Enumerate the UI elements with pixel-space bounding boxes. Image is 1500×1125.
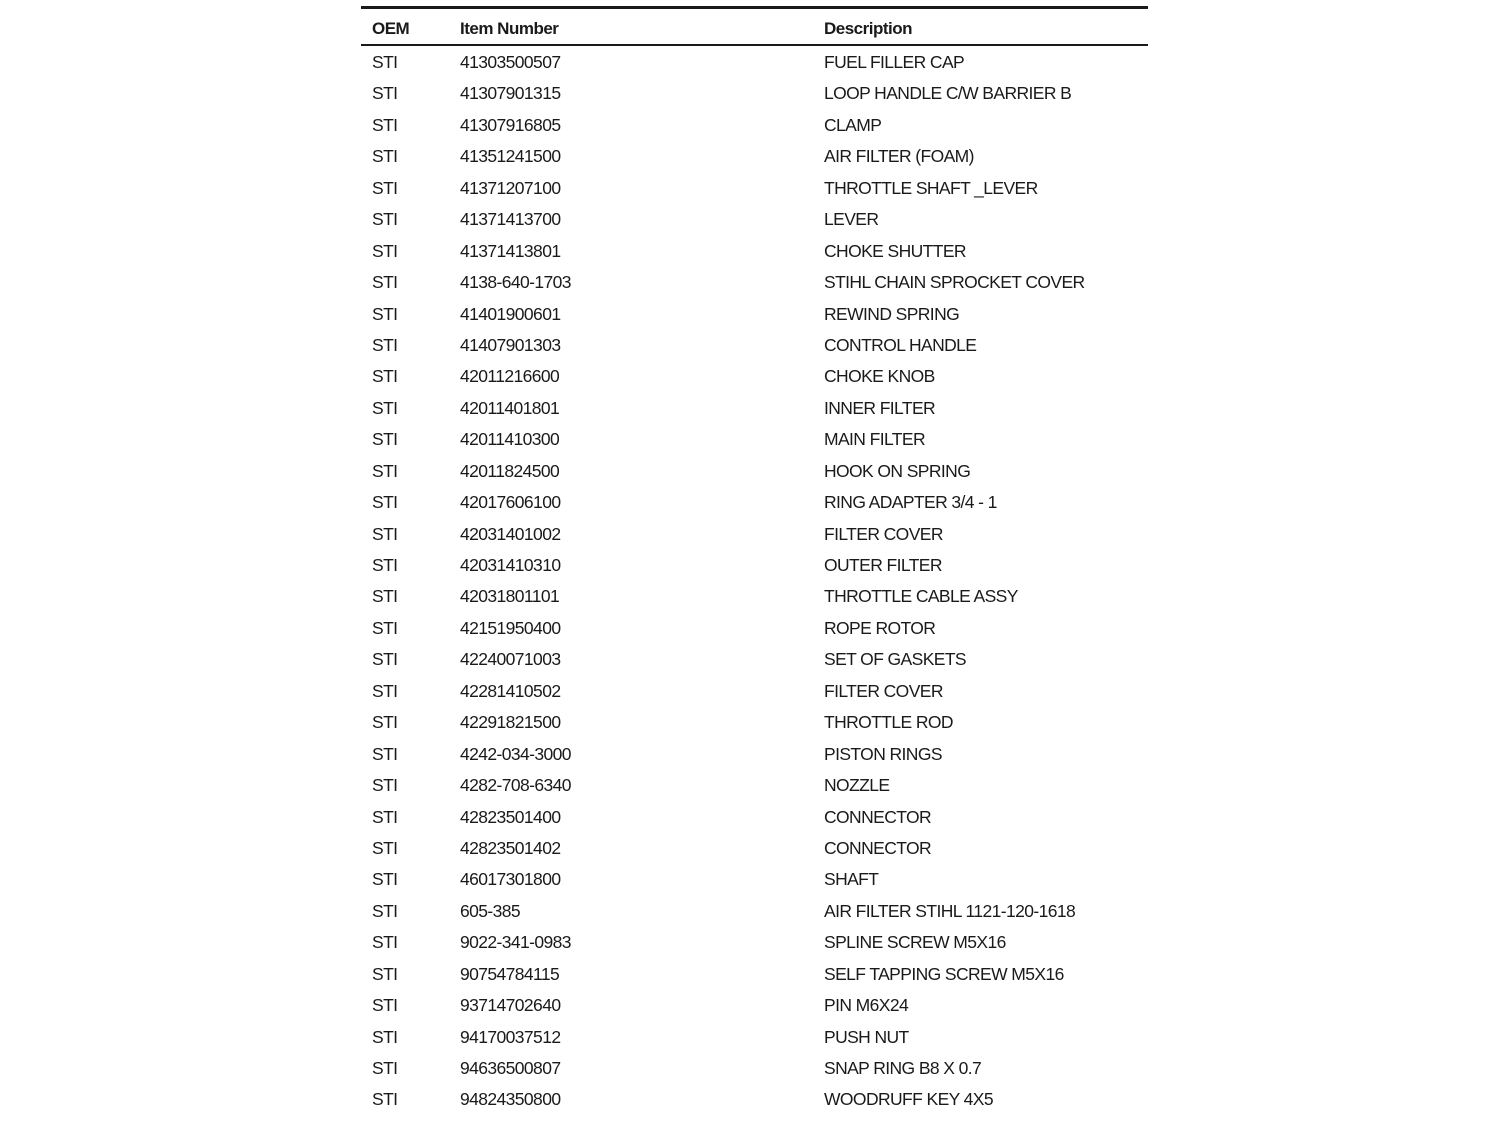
table-row: [361, 140, 1148, 171]
cell-description: ROPE ROTOR: [824, 617, 936, 638]
table-row: [361, 46, 1148, 77]
table-row: [361, 549, 1148, 580]
table-row: [361, 863, 1148, 894]
cell-oem: STI: [372, 83, 398, 104]
cell-item-number: 4138-640-1703: [460, 272, 571, 293]
table-row: [361, 518, 1148, 549]
cell-description: MAIN FILTER: [824, 429, 925, 450]
cell-description: CONNECTOR: [824, 837, 932, 858]
cell-description: HOOK ON SPRING: [824, 460, 971, 481]
cell-description: LEVER: [824, 209, 879, 230]
cell-item-number: 41303500507: [460, 52, 561, 72]
table-row: [361, 675, 1148, 706]
cell-oem: STI: [372, 869, 398, 890]
cell-oem: STI: [372, 114, 398, 135]
cell-item-number: 42011824500: [460, 460, 560, 481]
cell-description: SET OF GASKETS: [824, 649, 967, 670]
cell-oem: STI: [372, 1089, 398, 1110]
table-row: [361, 612, 1148, 643]
cell-oem: STI: [372, 586, 398, 607]
cell-item-number: 42823501400: [460, 806, 561, 827]
cell-oem: STI: [372, 775, 398, 796]
table-row: [361, 423, 1148, 454]
cell-item-number: 42011410300: [460, 429, 560, 450]
cell-item-number: 4242-034-3000: [460, 743, 571, 764]
cell-description: SNAP RING B8 X 0.7: [824, 1058, 982, 1078]
cell-item-number: 94170037512: [460, 1026, 561, 1047]
table-row: [361, 172, 1148, 203]
cell-description: OUTER FILTER: [824, 555, 942, 575]
header-item-number: Item Number: [460, 19, 559, 38]
cell-item-number: 42281410502: [460, 680, 561, 701]
cell-item-number: 41371413801: [460, 240, 561, 261]
header-oem: OEM: [372, 19, 410, 38]
cell-oem: STI: [372, 209, 398, 230]
cell-oem: STI: [372, 806, 398, 827]
cell-description: PUSH NUT: [824, 1026, 909, 1047]
cell-oem: STI: [372, 712, 398, 733]
table-row: [361, 109, 1148, 140]
cell-item-number: 42031401002: [460, 523, 561, 544]
cell-oem: STI: [372, 523, 398, 544]
cell-item-number: 94824350800: [460, 1089, 561, 1110]
cell-oem: STI: [372, 272, 398, 293]
cell-item-number: 42151950400: [460, 617, 561, 638]
cell-oem: STI: [372, 492, 398, 513]
cell-item-number: 42011216600: [460, 366, 560, 387]
cell-item-number: 41371413700: [460, 209, 561, 230]
cell-item-number: 94636500807: [460, 1058, 561, 1078]
cell-item-number: 41307916805: [460, 114, 561, 135]
cell-oem: STI: [372, 460, 398, 481]
table-row: [361, 203, 1148, 234]
table-row: [361, 298, 1148, 329]
cell-description: SPLINE SCREW M5X16: [824, 932, 1006, 953]
cell-oem: STI: [372, 429, 398, 450]
table-row: [361, 801, 1148, 832]
table-row: [361, 738, 1148, 769]
table-row: [361, 580, 1148, 611]
table-row: [361, 989, 1148, 1020]
cell-item-number: 42031410310: [460, 555, 561, 575]
cell-oem: STI: [372, 303, 398, 324]
table-row: [361, 329, 1148, 360]
cell-item-number: 42011401801: [460, 397, 560, 418]
cell-oem: STI: [372, 1026, 398, 1047]
cell-oem: STI: [372, 1058, 398, 1078]
cell-description: FILTER COVER: [824, 680, 943, 701]
cell-description: INNER FILTER: [824, 397, 936, 418]
parts-table: [361, 6, 1148, 1115]
cell-description: CHOKE KNOB: [824, 366, 935, 387]
cell-item-number: 41351241500: [460, 146, 561, 167]
cell-description: AIR FILTER (FOAM): [824, 146, 974, 167]
table-row: [361, 486, 1148, 517]
cell-item-number: 605-385: [460, 900, 521, 921]
table-row: [361, 769, 1148, 800]
cell-description: AIR FILTER STIHL 1121-120-1618: [824, 900, 1076, 921]
table-row: [361, 1021, 1148, 1052]
cell-oem: STI: [372, 52, 398, 72]
cell-description: THROTTLE CABLE ASSY: [824, 586, 1018, 607]
table-row: [361, 1083, 1148, 1114]
cell-description: NOZZLE: [824, 775, 890, 796]
table-row: [361, 77, 1148, 108]
cell-item-number: 42240071003: [460, 649, 561, 670]
cell-description: STIHL CHAIN SPROCKET COVER: [824, 272, 1085, 293]
table-row: [361, 360, 1148, 391]
cell-item-number: 42031801101: [460, 586, 560, 607]
table-header-row: [361, 9, 1148, 46]
cell-oem: STI: [372, 397, 398, 418]
cell-description: CLAMP: [824, 114, 882, 135]
cell-description: THROTTLE ROD: [824, 712, 953, 733]
cell-description: SELF TAPPING SCREW M5X16: [824, 963, 1064, 984]
cell-item-number: 42291821500: [460, 712, 561, 733]
table-row: [361, 235, 1148, 266]
cell-description: REWIND SPRING: [824, 303, 960, 324]
cell-item-number: 46017301800: [460, 869, 561, 890]
table-body: [361, 46, 1148, 1115]
cell-oem: STI: [372, 743, 398, 764]
cell-description: SHAFT: [824, 869, 879, 890]
table-row: [361, 392, 1148, 423]
cell-oem: STI: [372, 366, 398, 387]
cell-description: PISTON RINGS: [824, 743, 942, 764]
cell-oem: STI: [372, 900, 398, 921]
cell-description: PIN M6X24: [824, 995, 909, 1016]
cell-oem: STI: [372, 177, 398, 198]
cell-oem: STI: [372, 932, 398, 953]
cell-description: THROTTLE SHAFT _LEVER: [824, 177, 1038, 198]
cell-item-number: 4282-708-6340: [460, 775, 571, 796]
cell-item-number: 41371207100: [460, 177, 561, 198]
cell-description: RING ADAPTER 3/4 - 1: [824, 492, 997, 513]
cell-item-number: 41307901315: [460, 83, 561, 104]
cell-item-number: 93714702640: [460, 995, 561, 1016]
header-description: Description: [824, 19, 913, 38]
cell-oem: STI: [372, 680, 398, 701]
cell-oem: STI: [372, 146, 398, 167]
cell-item-number: 42823501402: [460, 837, 561, 858]
cell-description: FILTER COVER: [824, 523, 943, 544]
cell-oem: STI: [372, 837, 398, 858]
table-row: [361, 832, 1148, 863]
table-row: [361, 958, 1148, 989]
cell-description: CONTROL HANDLE: [824, 334, 977, 355]
table-row: [361, 643, 1148, 674]
table-row: [361, 706, 1148, 737]
cell-oem: STI: [372, 240, 398, 261]
cell-oem: STI: [372, 649, 398, 670]
table-row: [361, 455, 1148, 486]
cell-item-number: 41407901303: [460, 334, 561, 355]
cell-description: FUEL FILLER CAP: [824, 52, 965, 72]
cell-description: LOOP HANDLE C/W BARRIER B: [824, 83, 1072, 104]
cell-oem: STI: [372, 963, 398, 984]
cell-item-number: 90754784115: [460, 963, 560, 984]
cell-description: WOODRUFF KEY 4X5: [824, 1089, 993, 1110]
cell-item-number: 41401900601: [460, 303, 561, 324]
table-row: [361, 266, 1148, 297]
cell-oem: STI: [372, 995, 398, 1016]
cell-oem: STI: [372, 617, 398, 638]
cell-description: CONNECTOR: [824, 806, 932, 827]
cell-item-number: 9022-341-0983: [460, 932, 571, 953]
table-row: [361, 1052, 1148, 1083]
cell-item-number: 42017606100: [460, 492, 561, 513]
cell-oem: STI: [372, 334, 398, 355]
cell-oem: STI: [372, 555, 398, 575]
table-row: [361, 895, 1148, 926]
table-row: [361, 926, 1148, 957]
cell-description: CHOKE SHUTTER: [824, 240, 966, 261]
